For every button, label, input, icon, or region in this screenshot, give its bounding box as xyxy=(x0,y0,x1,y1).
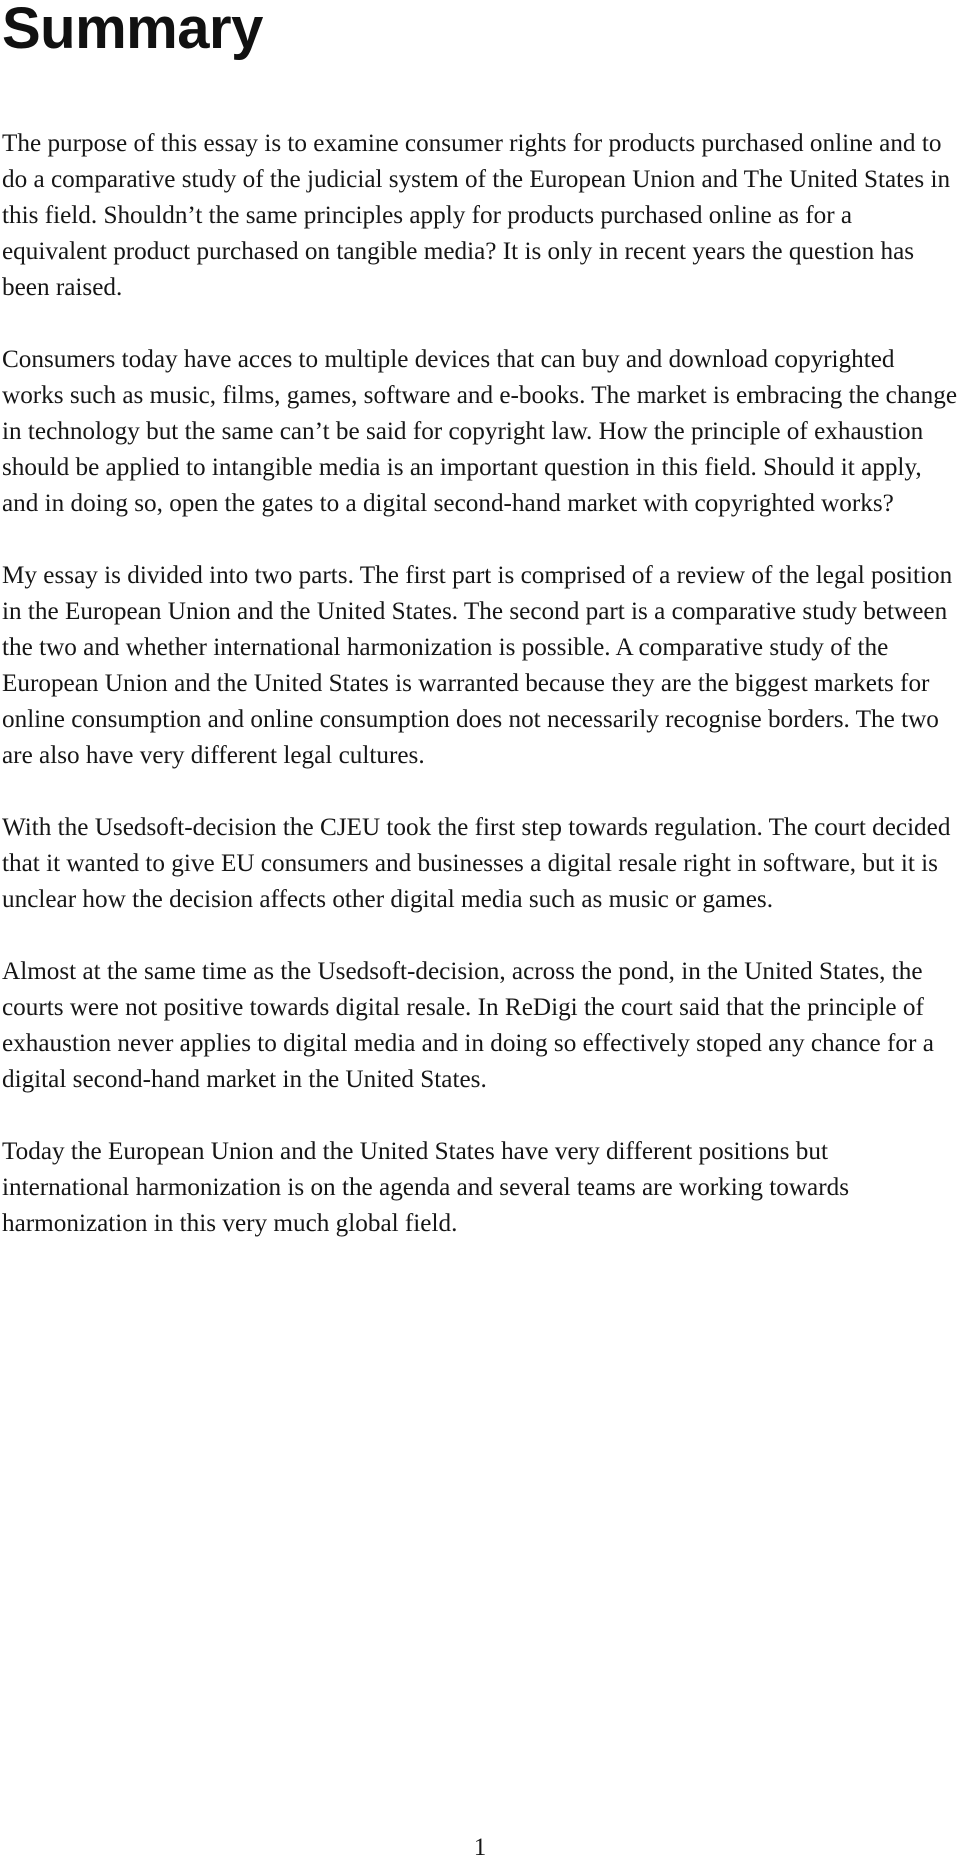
paragraph-consumers: Consumers today have acces to multiple devices that can buy and download copyrighted works such as music, films, games, software and e-books. The market is embracing the change in technology but the same can’t be said for copyright law. How the principle of exhaustion should be applied to intangible media is an important question in this field. Should it apply, and in doing so, open the gates to a digital second-hand market with copyrighted works? xyxy=(2,346,957,517)
paragraph-conclusion: Today the European Union and the United States have very different positions but international harmonization is on the agenda and several teams are working towards harmonization in this very much global field. xyxy=(2,1138,849,1237)
page-number: 1 xyxy=(473,1834,487,1861)
summary-body xyxy=(2,126,958,1278)
paragraph-structure: My essay is divided into two parts. The first part is comprised of a review of the legal position in the European Union and the United States. The second part is a comparative study between the two and whether international harmonization is possible. A comparative study of the European Union and the United States is warranted because they are the biggest markets for online consumption and online consumption does not necessarily recognise borders. The two are also have very different legal cultures. xyxy=(2,562,953,769)
paragraph-purpose: The purpose of this essay is to examine consumer rights for products purchased online and to do a comparative study of the judicial system of the European Union and The United States in this field. Shouldn’t the same principles apply for products purchased online as for a equivalent product purchased on tangible media? It is only in recent years the question has been raised. xyxy=(2,130,951,301)
paragraph-usedsoft: With the Usedsoft-decision the CJEU took the first step towards regulation. The court decided that it wanted to give EU consumers and businesses a digital resale right in software, but it is unclear how the decision affects other digital media such as music or games. xyxy=(2,814,951,913)
paragraph-redigi: Almost at the same time as the Usedsoft-decision, across the pond, in the United States, the courts were not positive towards digital resale. In ReDigi the court said that the principle of exhaustion never applies to digital media and in doing so effectively stoped any chance for a digital second-hand market in the United States. xyxy=(2,958,934,1093)
page-title: Summary xyxy=(2,0,263,61)
